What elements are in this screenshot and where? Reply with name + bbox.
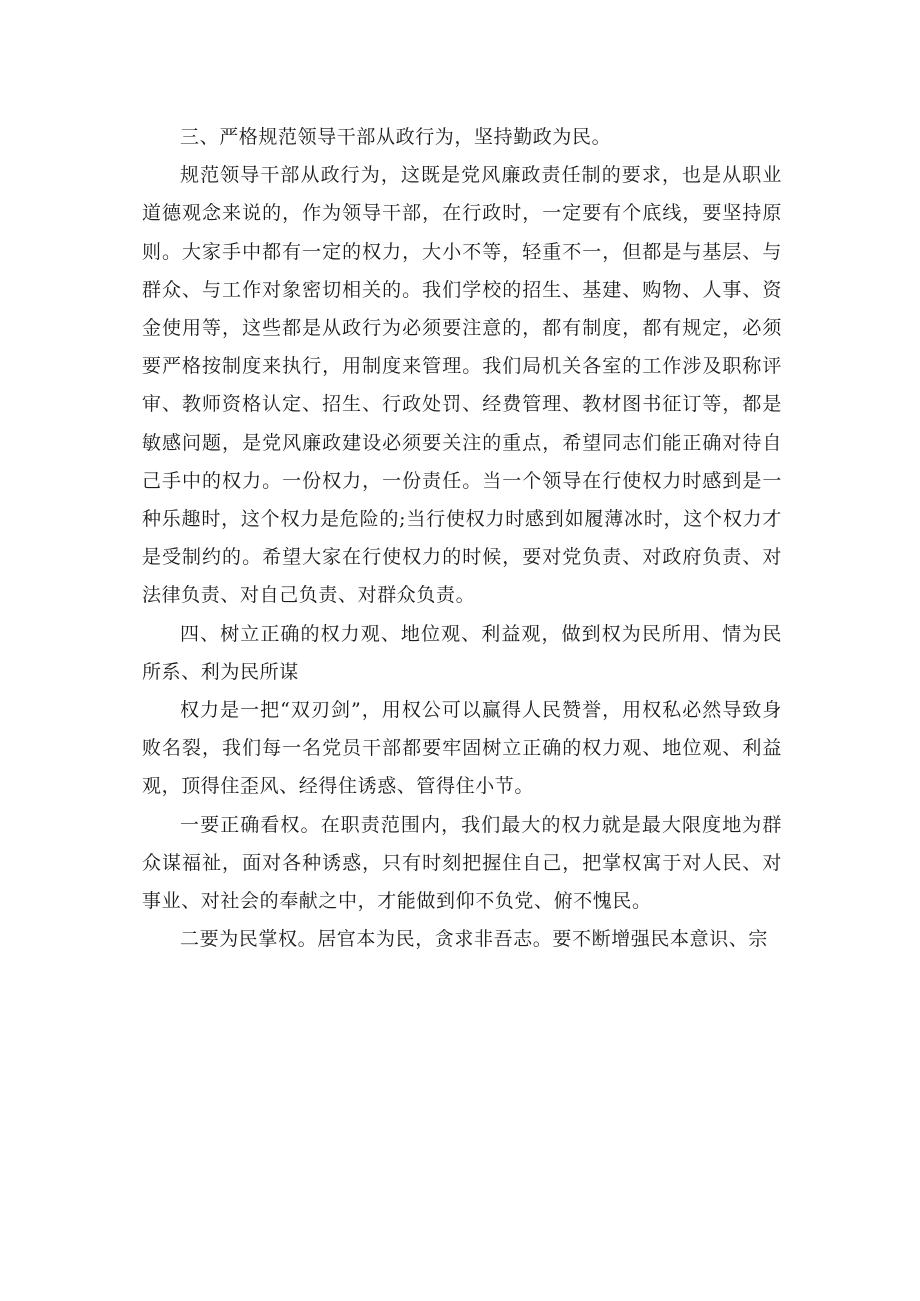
body-paragraph-view-power: 一要正确看权。在职责范围内，我们最大的权力就是最大限度地为群众谋福祉，面对各种诱惑，只有时刻把握住自己，把掌权寓于对人民、对事业、对社会的奉献之中，才能做到仰不负党、俯不愧民。 xyxy=(142,813,782,913)
document-page xyxy=(142,118,782,958)
body-paragraph-conduct: 规范领导干部从政行为，这既是党风廉政责任制的要求，也是从职业道德观念来说的，作为领导干部，在行政时，一定要有个底线，要坚持原则。大家手中都有一定的权力，大小不等，轻重不一，但都是与基层、与群众、与工作对象密切相关的。我们学校的招生、基建、购物、人事、资金使用等，这些都是从政行为必须要注意的，都有制度，都有规定，必须要严格按制度来执行，用制度来管理。我们局机关各室的工作涉及职称评审、教师资格认定、招生、行政处罚、经费管理、教材图书征订等，都是敏感问题，是党风廉政建设必须要关注的重点，希望同志们能正确对待自己手中的权力。一份权力，一份责任。当一个领导在行使权力时感到是一种乐趣时，这个权力是危险的;当行使权力时感到如履薄冰时，这个权力才是受制约的。希望大家在行使权力的时候，要对党负责、对政府负责、对法律负责、对自己负责、对群众负责。 xyxy=(142,164,782,607)
body-paragraph-use-power: 二要为民掌权。居官本为民，贪求非吾志。要不断增强民本意识、宗 xyxy=(180,928,769,951)
body-paragraph-power: 权力是一把“双刃剑”，用权公可以赢得人民赞誉，用权私必然导致身败名裂，我们每一名党员干部都要牢固树立正确的权力观、地位观、利益观，顶得住歪风、经得住诱惑、管得住小节。 xyxy=(142,699,782,798)
section-heading-3: 三、严格规范领导干部从政行为，坚持勤政为民。 xyxy=(180,126,612,148)
section-heading-4: 四、树立正确的权力观、地位观、利益观，做到权为民所用、情为民所系、利为民所谋 xyxy=(142,622,782,683)
